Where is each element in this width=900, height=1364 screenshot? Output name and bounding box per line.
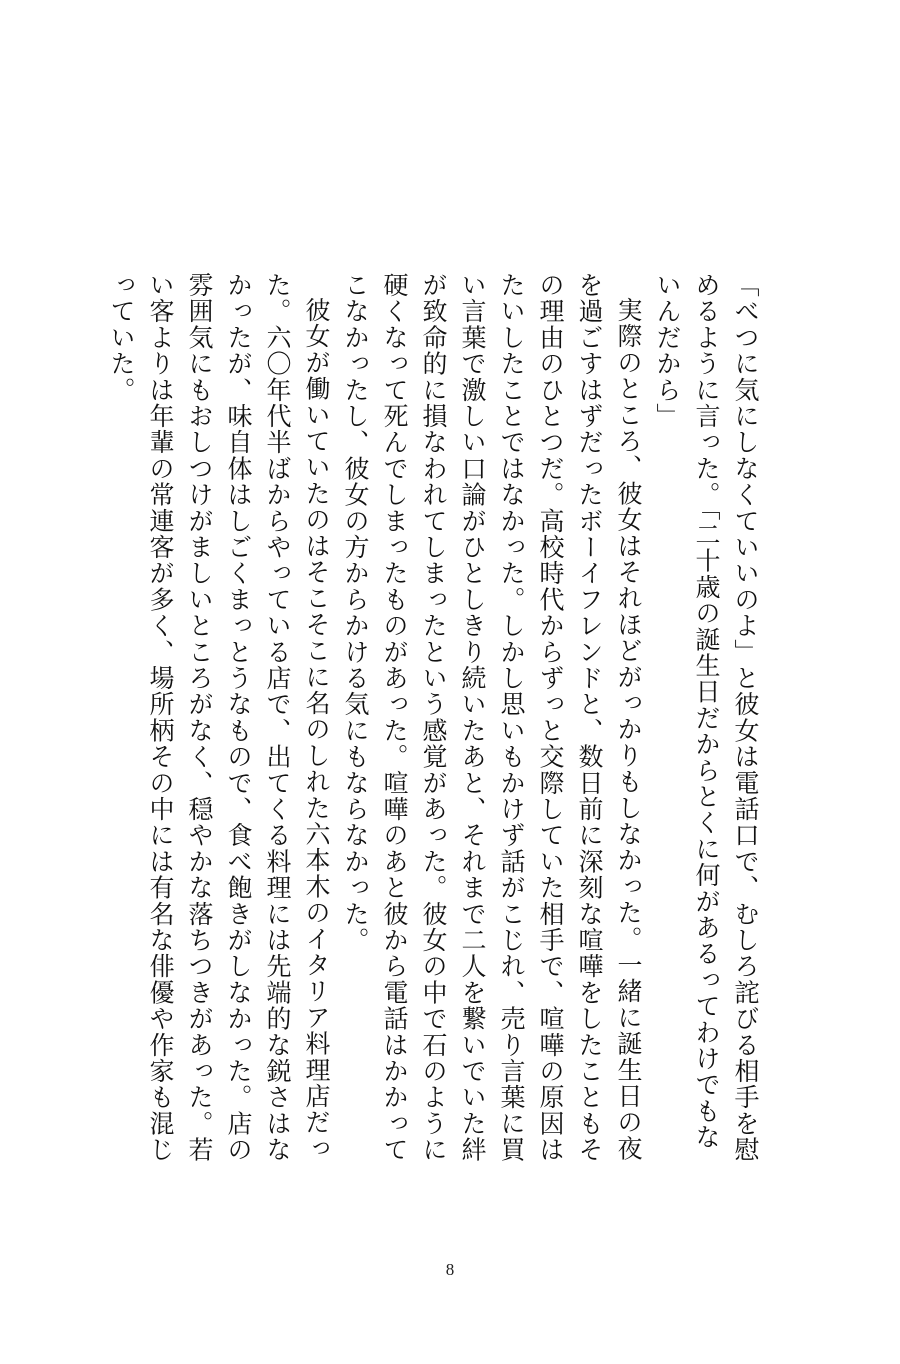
paragraph-1: 「べつに気にしなくていいのよ」と彼女は電話口で、むしろ詫びる相手を慰めるように言った。「二十歳の誕生日だからとくに何があるってわけでもないんだから」 <box>653 272 760 1163</box>
vertical-text-body <box>107 272 765 1172</box>
page-number: 8 <box>445 1260 455 1279</box>
paragraph-2: 実際のところ、彼女はそれほどがっかりもしなかった。一緒に誕生日の夜を過ごすはずだったボーイフレンドと、数日前に深刻な喧嘩をしたこともその理由のひとつだ。高校時代からずっと交際していた相手で、喧嘩の原因はたいしたことではなかった。しかし思いもかけず話がこじれ、売り言葉に買い言葉で激しい口論がひとしきり続いたあと、それまで二人を繋いでいた絆が致命的に損なわれてしまったという感覚があった。彼女の中で石のように硬くなって死んでしまったものがあった。喧嘩のあと彼から電話はかかってこなかったし、彼女の方からかける気にもならなかった。 <box>341 272 643 1163</box>
paragraph-3: 彼女が働いていたのはそこそこに名のしれた六本木のイタリア料理店だった。六〇年代半ばからやっている店で、出てくる料理には先端的な鋭さはなかったが、味自体はしごくまっとうなもので、食べ飽きがしなかった。店の雰囲気にもおしつけがましいところがなく、穏やかな落ちつきがあった。若い客よりは年輩の常連客が多く、場所柄その中には有名な俳優や作家も混じっていた。 <box>107 272 331 1163</box>
